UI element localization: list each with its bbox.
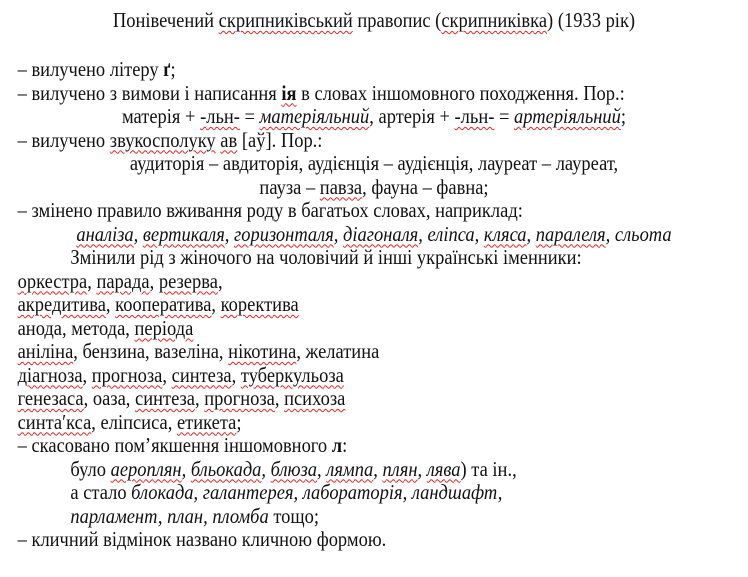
text-segment: парламент, план, пломба [70, 503, 269, 528]
text-line [0, 364, 748, 388]
text-line [0, 129, 748, 153]
spellcheck-flagged-text: блюза [270, 456, 318, 481]
spellcheck-flagged-text: кляса [483, 221, 527, 246]
spellcheck-flagged-text: туберкульоза [240, 362, 344, 387]
text-segment: , артерія + [369, 104, 455, 128]
spellcheck-flagged-text: паралеля [535, 221, 606, 246]
spellcheck-flagged-text: звукосполуку [109, 127, 216, 152]
text-segment: – скасовано пом’якшення іншомовного [17, 433, 332, 457]
text-segment: , [373, 456, 383, 481]
text-segment: , оаза, [83, 386, 136, 410]
spellcheck-flagged-text: прогноза [204, 386, 275, 410]
spellcheck-flagged-text: горизонталя [234, 221, 334, 246]
text-line [0, 246, 748, 270]
text-segment: [аў]. Пор.: [237, 127, 323, 152]
document-title [0, 8, 748, 32]
text-segment: ; [620, 104, 627, 128]
spellcheck-flagged-text: скрипниківка [441, 8, 548, 32]
spellcheck-flagged-text: аероплян [110, 456, 182, 481]
text-segment: , [333, 221, 344, 246]
spellcheck-flagged-text: -льн- [200, 104, 240, 128]
spellcheck-flagged-text: психоза [284, 386, 346, 410]
text-segment: – кличний відмінок названо кличною формою. [17, 527, 387, 551]
text-segment: , [261, 456, 271, 481]
text-segment: , сльота [605, 221, 672, 246]
spellcheck-flagged-text: бльокада [190, 456, 262, 481]
text-segment: правопис ( [352, 8, 442, 32]
text-segment: = [239, 104, 260, 128]
text-line [0, 82, 748, 106]
spellcheck-flagged-text: артеріяльний [514, 104, 621, 128]
text-segment: , [211, 292, 221, 316]
spellcheck-flagged-text: синта′кса [17, 409, 92, 434]
text-line [0, 387, 748, 411]
text-segment: , бензина, вазеліна, [73, 339, 229, 363]
spellcheck-flagged-text: -льн- [454, 104, 495, 128]
text-segment: ; [170, 57, 176, 81]
text-line [0, 340, 748, 364]
text-segment: : [342, 433, 348, 457]
spellcheck-flagged-text: прогноза [91, 362, 163, 387]
text-line [0, 176, 748, 200]
text-line [0, 458, 748, 482]
spellcheck-flagged-text: павза [319, 174, 363, 199]
text-line [0, 505, 748, 529]
text-segment: , [526, 221, 536, 246]
spellcheck-flagged-text: ав [220, 127, 238, 152]
text-segment: – вилучено [17, 127, 110, 152]
spellcheck-flagged-text: періода [134, 315, 194, 340]
text-segment: Змінили рід з жіночого на чоловічий й інші українські іменники: [70, 245, 582, 269]
spellcheck-flagged-text: нікотина [228, 339, 297, 363]
text-segment: було [70, 456, 111, 481]
spellcheck-flagged-text: оркестра [17, 268, 88, 293]
spellcheck-flagged-text: скрипниківський [218, 8, 353, 32]
text-segment: , желатина [296, 339, 380, 363]
text-line [0, 434, 748, 458]
spellcheck-flagged-text: резерва [158, 268, 218, 293]
text-line [0, 481, 748, 505]
text-segment: , [181, 456, 191, 481]
text-line [0, 223, 748, 247]
text-line [0, 105, 748, 129]
spellcheck-flagged-text: синтеза [135, 386, 196, 410]
text-segment: – змінено правило вживання роду в багатьох словах, наприклад: [17, 198, 523, 222]
text-segment: , [231, 362, 241, 387]
text-segment: , [217, 268, 223, 293]
text-segment: пауза – [259, 174, 320, 199]
document-body [0, 58, 748, 552]
text-segment: , [274, 386, 285, 410]
text-segment: анода, метода, [17, 315, 135, 340]
text-line [0, 411, 748, 435]
text-segment: – вилучено літеру [17, 57, 164, 81]
text-segment: , [317, 456, 327, 481]
text-segment: , [87, 268, 97, 293]
spellcheck-flagged-text: кооператива [115, 292, 212, 316]
text-segment: , еліпсиса, [91, 409, 177, 434]
spellcheck-flagged-text: акредитива [17, 292, 106, 316]
spellcheck-flagged-text: лява [426, 456, 461, 481]
text-segment: тощо; [268, 503, 320, 528]
spellcheck-flagged-text: вертикаля [142, 221, 225, 246]
text-segment: в словах іншомовного походження. Пор.: [296, 80, 625, 105]
text-segment: , [149, 268, 159, 293]
text-line [0, 199, 748, 223]
spellcheck-flagged-text: парада [96, 268, 150, 293]
text-segment: , [417, 456, 427, 481]
spellcheck-flagged-text: ія [281, 80, 297, 105]
text-line [0, 58, 748, 82]
text-segment: ) та ін., [460, 456, 517, 481]
spellcheck-flagged-text: генезаса [17, 386, 84, 410]
text-line [0, 270, 748, 294]
text-segment: матерія + [121, 104, 201, 128]
text-segment: , фауна – фавна; [362, 174, 489, 199]
text-segment: , [133, 221, 143, 246]
text-line [0, 528, 748, 552]
text-segment: , [162, 362, 172, 387]
text-line [0, 152, 748, 176]
text-segment: , [82, 362, 92, 387]
spellcheck-flagged-text: синтеза [171, 362, 232, 387]
spellcheck-flagged-text: етикета [176, 409, 237, 434]
spellcheck-flagged-text: плян [382, 456, 418, 481]
text-segment: = [494, 104, 515, 128]
text-segment: – вилучено з вимови і написання [17, 80, 282, 105]
spellcheck-flagged-text: аніліна [17, 339, 74, 363]
text-segment: л [331, 433, 343, 457]
text-segment: , [195, 386, 205, 410]
text-line [0, 317, 748, 341]
text-segment: а стало [70, 480, 132, 504]
spellcheck-flagged-text: діагоналя [343, 221, 419, 246]
text-segment: ; [236, 409, 242, 434]
text-line [0, 293, 748, 317]
text-segment: блокада, галантерея, лабораторія, ландшафт, [131, 480, 503, 504]
text-segment: , [224, 221, 235, 246]
text-segment: аудиторія – авдиторія, аудієнція – аудієнція, лауреат – лауреат, [129, 151, 619, 175]
text-segment: ) (1933 рік) [547, 8, 636, 32]
text-segment: , [105, 292, 116, 316]
spellcheck-flagged-text: коректива [220, 292, 299, 316]
text-segment: ґ [163, 57, 171, 81]
spellcheck-flagged-text: матеріяльний [259, 104, 370, 128]
text-segment: Понівечений [112, 8, 219, 32]
text-segment: , еліпса, [418, 221, 484, 246]
spellcheck-flagged-text: аналіза [76, 221, 134, 246]
spellcheck-flagged-text: лямпа [326, 456, 374, 481]
spellcheck-flagged-text: діагноза [17, 362, 83, 387]
